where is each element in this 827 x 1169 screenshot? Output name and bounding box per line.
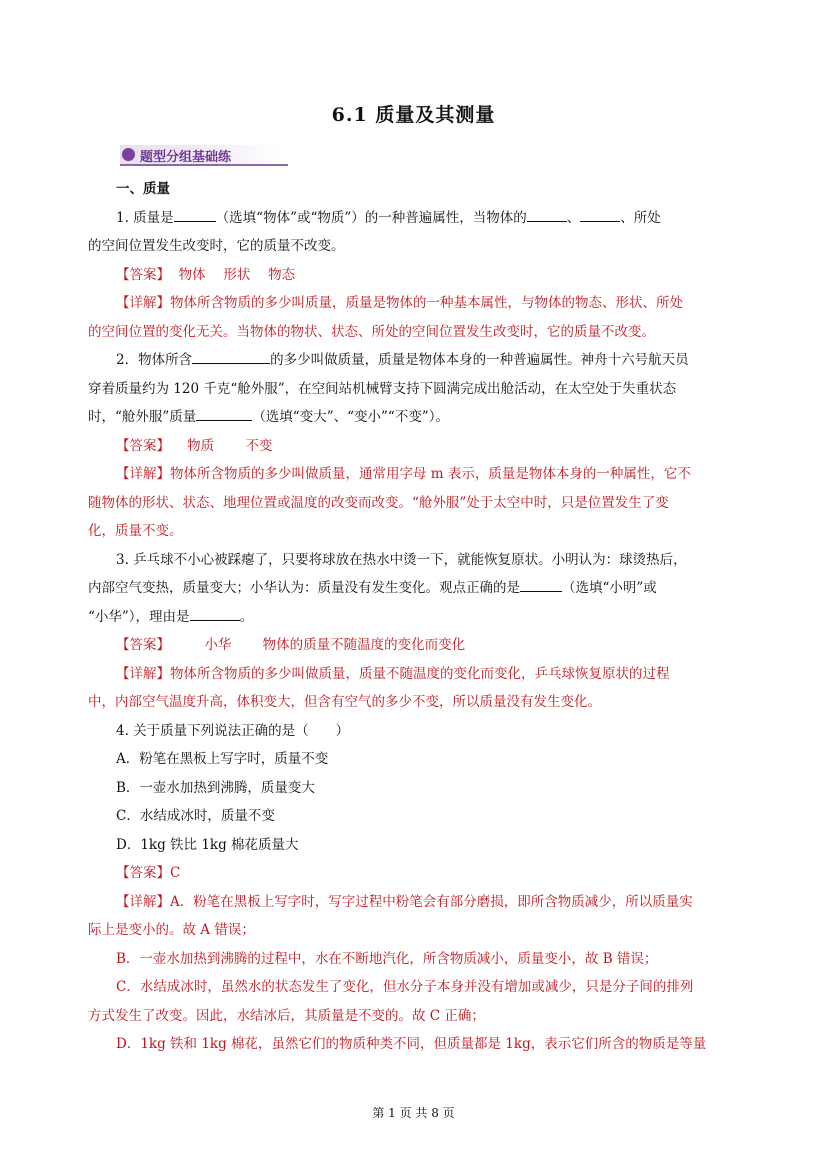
answer-3: 【答案】 小华 物体的质量不随温度的变化而变化 [116,637,466,653]
question-4-stem: 4. 关于质量下列说法正确的是（ ） [116,722,350,739]
question-3-line-1: 3. 乒乓球不小心被踩瘪了，只要将球放在热水中烫一下，就能恢复原状。小明认为：球烫热后， [116,551,687,568]
question-2-line-3: 时，“舱外服”质量 （选填“变大”、“变小”“不变”）。 [88,403,738,432]
banner-label: 题型分组基础练 [140,150,232,165]
detail-2-line-1: 【详解】物体所含物质的多少叫做质量，通常用字母 m 表示，质量是物体本身的一种属性，它不 [116,466,691,482]
detail-3-line-2: 中，内部空气温度升高，体积变大，但含有空气的多少不变，所以质量没有发生变化。 [88,694,601,710]
answer-4: 【答案】C [116,865,181,881]
question-2-line-1: 2．物体所含 的多少叫做质量，质量是物体本身的一种普遍属性。神舟十六号航天员 [88,346,738,375]
detail-1-line-2: 的空间位置的变化无关。当物体的物状、状态、所处的空间位置发生改变时，它的质量不改变。 [88,323,655,340]
blank-line [580,207,620,222]
blank-line [192,349,270,364]
detail-4-line-5: 方式发生了改变。因此，水结冰后，其质量是不变的。故 C 正确； [88,1007,485,1024]
option-b: B．一壶水加热到沸腾，质量变大 [116,779,315,796]
blank-line [190,606,240,621]
option-d: D．1kg 铁比 1kg 棉花质量大 [116,836,299,853]
question-2-line-2: 穿着质量约为 120 千克“舱外服”，在空间站机械臂支持下圆满完成出舱活动，在太空处于失重状态 [88,380,677,397]
page-title: 6.1 质量及其测量 [331,104,496,126]
detail-2-line-2: 随物体的形状、状态、地理位置或温度的改变而改变。“舱外服”处于太空中时，只是位置发生了变 [88,494,669,511]
bullet-dot-icon [122,148,135,161]
detail-4-line-3: B．一壶水加热到沸腾的过程中，水在不断地汽化，所含物质减小，质量变小，故 B 错误； [116,950,658,967]
blank-line [196,406,252,421]
answer-1: 【答案】 物体 形状 物态 [116,266,296,283]
page-footer: 第 1 页 共 8 页 [372,1106,455,1120]
detail-2-line-3: 化，质量不变。 [88,523,183,539]
detail-4-line-4: C．水结成冰时，虽然水的状态发生了变化，但水分子本身并没有增加或减少，只是分子间的排列 [116,979,694,995]
document-body [88,175,738,1059]
detail-4-line-1: 【详解】A．粉笔在黑板上写字时，写字过程中粉笔会有部分磨损，即所含物质减少，所以质量实 [116,893,693,910]
option-c: C．水结成冰时，质量不变 [116,808,275,824]
option-a: A．粉笔在黑板上写字时，质量不变 [116,751,329,767]
answer-2: 【答案】 物质 不变 [116,437,273,454]
question-3-line-3: “小华”），理由是 。 [88,603,738,632]
section-banner [120,145,290,167]
blank-line [527,207,567,222]
detail-4-line-6: D．1kg 铁和 1kg 棉花，虽然它们的物质种类不同，但质量都是 1kg，表示它们所含的物质是等量 [116,1036,707,1052]
question-1-line-2: 的空间位置发生改变时，它的质量不改变。 [88,238,345,254]
blank-line [174,207,216,222]
section-heading: 一、质量 [116,181,170,197]
detail-3-line-1: 【详解】物体所含物质的多少叫做质量，质量不随温度的变化而变化，乒乓球恢复原状的过程 [116,665,670,682]
blank-line [520,577,562,592]
detail-1-line-1: 【详解】物体所含物质的多少叫质量，质量是物体的一种基本属性，与物体的物态、形状、所处 [116,295,683,311]
detail-4-line-2: 际上是变小的。故 A 错误； [88,922,255,938]
question-3-line-2: 内部空气变热，质量变大；小华认为：质量没有发生变化。观点正确的是 （选填“小明”或 [88,574,738,603]
question-1-line-1: 1. 质量是 （选填“物体”或“物质”）的一种普遍属性，当物体的 、 、所处 [88,204,738,233]
